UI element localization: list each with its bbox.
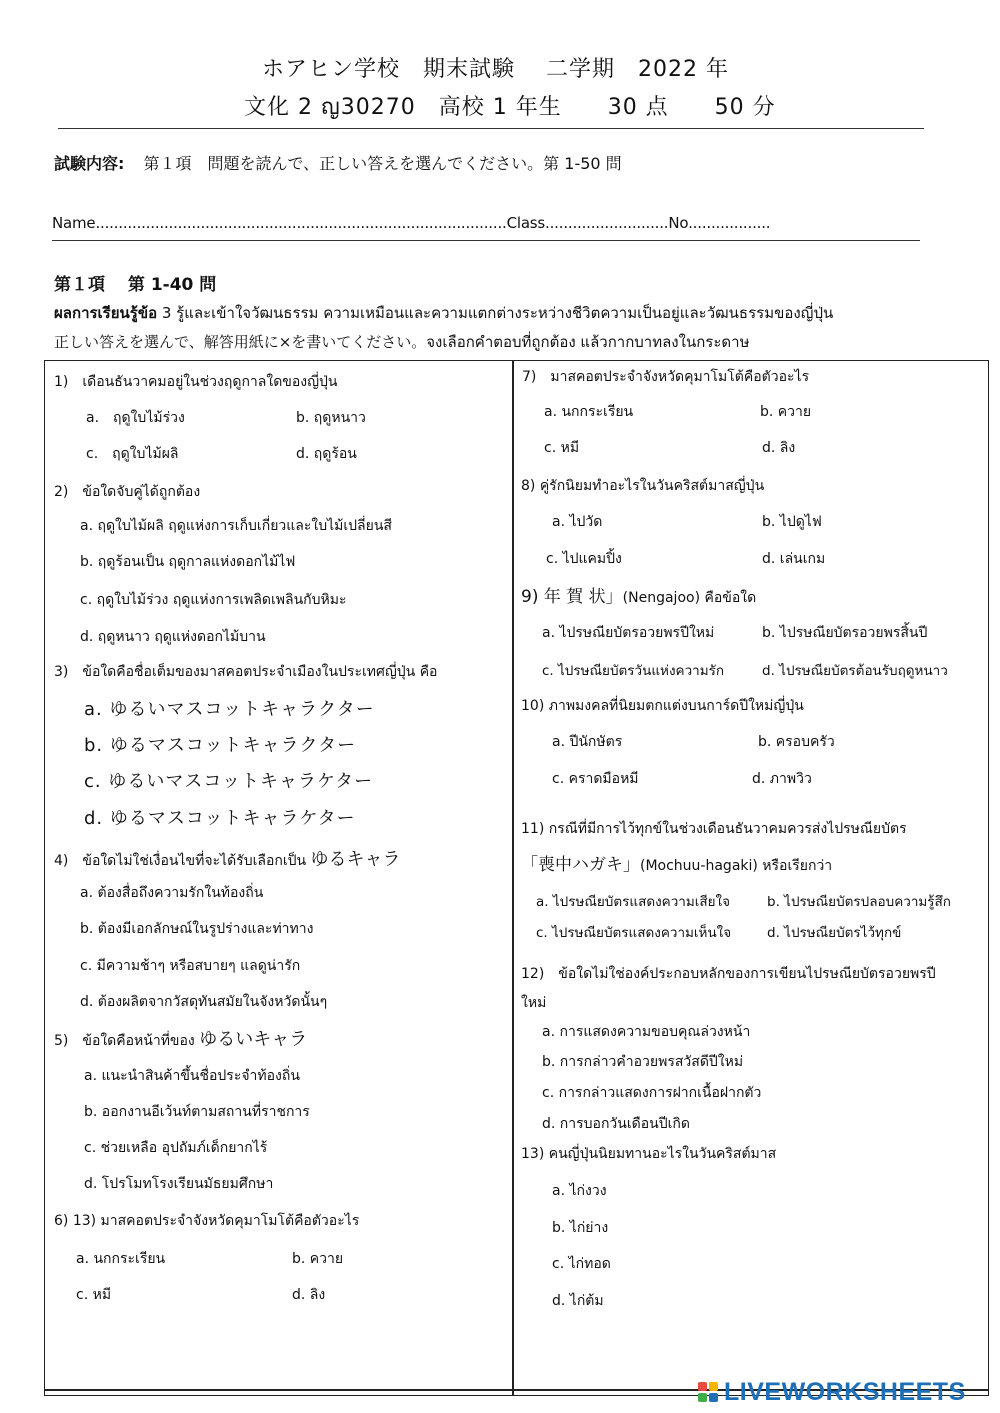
question-text-thai: 5) ข้อใดคือหน้าที่ของ — [54, 1033, 200, 1049]
question-text: 13) คนญี่ปุ่นนิยมทานอะไรในวันคริสต์มาส — [521, 1146, 777, 1162]
option-d[interactable]: d. ไปรษณียบัตรต้อนรับฤดูหนาว — [762, 663, 948, 679]
option-a[interactable]: a. ไปรษณียบัตรอวยพรปีใหม่ — [542, 625, 715, 641]
option-a[interactable]: a. ไก่งวง — [552, 1183, 607, 1199]
option-b[interactable]: b. ไปดูไฟ — [762, 514, 822, 530]
option-a[interactable]: a. นกกระเรียน — [76, 1251, 166, 1267]
option-b[interactable]: b. ゆるマスコットキャラクター — [84, 735, 357, 756]
option-a[interactable]: a. แนะนำสินค้าขึ้นชื่อประจำท้องถิ่น — [84, 1068, 300, 1084]
option-b[interactable]: b. ออกงานอีเว้นท์ตามสถานที่ราชการ — [84, 1104, 310, 1120]
question-text: 10) ภาพมงคลที่นิยมตกแต่งบนการ์ดปีใหม่ญี่ปุ่น — [521, 698, 804, 714]
option-d[interactable]: d. การบอกวันเดือนปีเกิด — [542, 1116, 690, 1132]
directions: 正しい答えを選んで、解答用紙に×を書いてください。จงเลือกคำตอบที่ถูกต้อง แล้วกากบาทลงในกระดาษ — [54, 333, 750, 351]
question-text-jp: ゆるいキャラ — [199, 1029, 308, 1050]
option-c[interactable]: c. ฤดูใบไม้ผลิ — [86, 446, 179, 462]
option-c[interactable]: c. มีความช้าๆ หรือสบายๆ แลดูน่ารัก — [80, 958, 301, 974]
option-b[interactable]: b. ควาย — [760, 404, 812, 420]
question-text-jp: 「喪中ハガキ」 — [521, 855, 640, 875]
question-text — [521, 582, 756, 609]
option-a[interactable]: a. ไปวัด — [552, 514, 603, 530]
option-c[interactable]: c. หมี — [544, 440, 580, 456]
option-d[interactable]: d. ภาพวิว — [752, 771, 812, 787]
option-a[interactable]: a. ゆるいマスコットキャラクター — [84, 699, 375, 720]
option-c[interactable]: c. ช่วยเหลือ อุปถัมภ์เด็กยากไร้ — [84, 1140, 268, 1156]
option-b[interactable]: b. ครอบครัว — [758, 734, 835, 750]
option-d[interactable]: d. ต้องผลิตจากวัสดุทันสมัยในจังหวัดนั้นๆ — [80, 994, 328, 1010]
name-divider — [52, 240, 920, 241]
question-text-thai: (Mochuu-hagaki) หรือเรียกว่า — [640, 858, 833, 874]
option-c[interactable]: c. คราดมือหมี — [552, 771, 639, 787]
option-b[interactable]: b. ฤดูร้อนเป็น ฤดูกาลแห่งดอกไม้ไฟ — [80, 554, 296, 570]
question-text: 3) ข้อใดคือชื่อเต็มของมาสคอตประจำเมืองในประเทศญี่ปุ่น คือ — [54, 664, 438, 680]
column-divider — [512, 360, 514, 1396]
option-c[interactable]: c. ไก่ทอด — [552, 1256, 611, 1272]
option-d[interactable]: d. ฤดูหนาว ฤดูแห่งดอกไม้บาน — [80, 629, 266, 645]
option-d[interactable]: d. โปรโมทโรงเรียนมัธยมศึกษา — [84, 1176, 274, 1192]
question-text: 11) กรณีที่มีการไว้ทุกข์ในช่วงเดือนธันวาคมควรส่งไปรษณียบัตร — [521, 821, 907, 837]
option-c[interactable]: c. ฤดูใบไม้ร่วง ฤดูแห่งการเพลิดเพลินกับหิมะ — [80, 592, 347, 608]
option-a[interactable]: a. ปีนักษัตร — [552, 734, 623, 750]
question-text: 2) ข้อใดจับคู่ได้ถูกต้อง — [54, 484, 201, 500]
option-c[interactable]: c. หมี — [76, 1287, 112, 1303]
section-title: 第１項 第 1-40 問 — [54, 275, 217, 295]
option-a[interactable]: a. ฤดูใบไม้ร่วง — [86, 410, 185, 426]
option-d[interactable]: d. ฤดูร้อน — [296, 446, 357, 462]
option-d[interactable]: d. ลิง — [762, 440, 796, 456]
exam-subtitle: 文化 2 ญ30270 高校 1 年生 30 点 50 分 — [244, 95, 776, 120]
learning-outcome-label: ผลการเรียนรู้ข้อ — [54, 304, 158, 322]
option-c[interactable]: c. ไปแคมปิ้ง — [546, 551, 622, 567]
instructions — [54, 151, 622, 174]
header-divider — [58, 128, 924, 129]
option-b[interactable]: b. ไปรษณียบัตรปลอบความรู้สึก — [767, 894, 951, 910]
option-b[interactable]: b. ไปรษณียบัตรอวยพรสิ้นปี — [762, 625, 928, 641]
instructions-label: 試験内容: — [54, 154, 125, 173]
exam-title: ホアヒン学校 期末試験 二学期 2022 年 — [262, 57, 729, 82]
question-text-jp: 9) 年 賀 状」 — [521, 587, 623, 607]
liveworksheets-logo-text: LIVEWORKSHEETS — [724, 1378, 966, 1406]
option-c[interactable]: c. ไปรษณียบัตรวันแห่งความรัก — [542, 663, 725, 679]
question-text-cont: ใหม่ — [521, 995, 547, 1011]
option-d[interactable]: d. ลิง — [292, 1287, 326, 1303]
option-c[interactable]: c. ไปรษณียบัตรแสดงความเห็นใจ — [536, 925, 732, 941]
question-text: 8) คู่รักนิยมทำอะไรในวันคริสต์มาสญี่ปุ่น — [521, 478, 765, 494]
option-b[interactable]: b. ต้องมีเอกลักษณ์ในรูปร่างและท่าทาง — [80, 921, 314, 937]
name-class-no-line[interactable]: Name..........................................................................................Class...........................No.................. — [52, 214, 771, 232]
question-text: 12) ข้อใดไม่ใช่องค์ประกอบหลักของการเขียนไปรษณียบัตรอวยพรปี — [521, 966, 936, 982]
option-b[interactable]: b. ไก่ย่าง — [552, 1220, 609, 1236]
learning-outcome — [54, 301, 833, 325]
option-b[interactable]: b. ฤดูหนาว — [296, 410, 366, 426]
option-d[interactable]: d. ไก่ต้ม — [552, 1293, 604, 1309]
option-a[interactable]: a. ฤดูใบไม้ผลิ ฤดูแห่งการเก็บเกี่ยวและใบไม้เปลี่ยนสี — [80, 518, 392, 534]
option-a[interactable]: a. ไปรษณียบัตรแสดงความเสียใจ — [536, 894, 731, 910]
instructions-text: 第１項 問題を読んで、正しい答えを選んでください。第 1-50 問 — [143, 154, 622, 173]
question-text: 1) เดือนธันวาคมอยู่ในช่วงฤดูกาลใดของญี่ปุ่น — [54, 374, 338, 390]
learning-outcome-text: 3 รู้และเข้าใจวัฒนธรรม ความเหมือนและความแตกต่างระหว่างชีวิตความเป็นอยู่และวัฒนธรรมของญี่ปุ่น — [157, 304, 834, 322]
option-c[interactable]: c. การกล่าวแสดงการฝากเนื้อฝากตัว — [542, 1085, 762, 1101]
question-text: 7) มาสคอตประจำจังหวัดคุมาโมโต้คือตัวอะไร — [522, 369, 810, 385]
option-d[interactable]: d. ไปรษณียบัตรไว้ทุกข์ — [767, 925, 902, 941]
question-text — [54, 1025, 307, 1052]
option-d[interactable]: d. ゆるマスコットキャラケター — [84, 808, 356, 829]
question-text-line2 — [521, 850, 832, 877]
option-b[interactable]: b. ควาย — [292, 1251, 344, 1267]
question-text-thai: 4) ข้อใดไม่ใช่เงื่อนไขที่จะได้รับเลือกเป็น — [54, 853, 311, 869]
liveworksheets-logo — [698, 1378, 994, 1406]
question-text: 6) 13) มาสคอตประจำจังหวัดคุมาโมโต้คือตัวอะไร — [54, 1213, 360, 1229]
option-d[interactable]: d. เล่นเกม — [762, 551, 826, 567]
liveworksheets-logo-icon — [698, 1382, 720, 1404]
option-a[interactable]: a. ต้องสื่อถึงความรักในท้องถิ่น — [80, 885, 264, 901]
question-text-thai: (Nengajoo) คือข้อใด — [622, 590, 757, 606]
option-a[interactable]: a. นกกระเรียน — [544, 404, 634, 420]
option-b[interactable]: b. การกล่าวคำอวยพรสวัสดีปีใหม่ — [542, 1054, 744, 1070]
question-text-jp: ゆるキャラ — [310, 849, 401, 870]
option-c[interactable]: c. ゆるいマスコットキャラケター — [84, 771, 374, 792]
question-text — [54, 845, 401, 872]
option-a[interactable]: a. การแสดงความขอบคุณล่วงหน้า — [542, 1024, 751, 1040]
